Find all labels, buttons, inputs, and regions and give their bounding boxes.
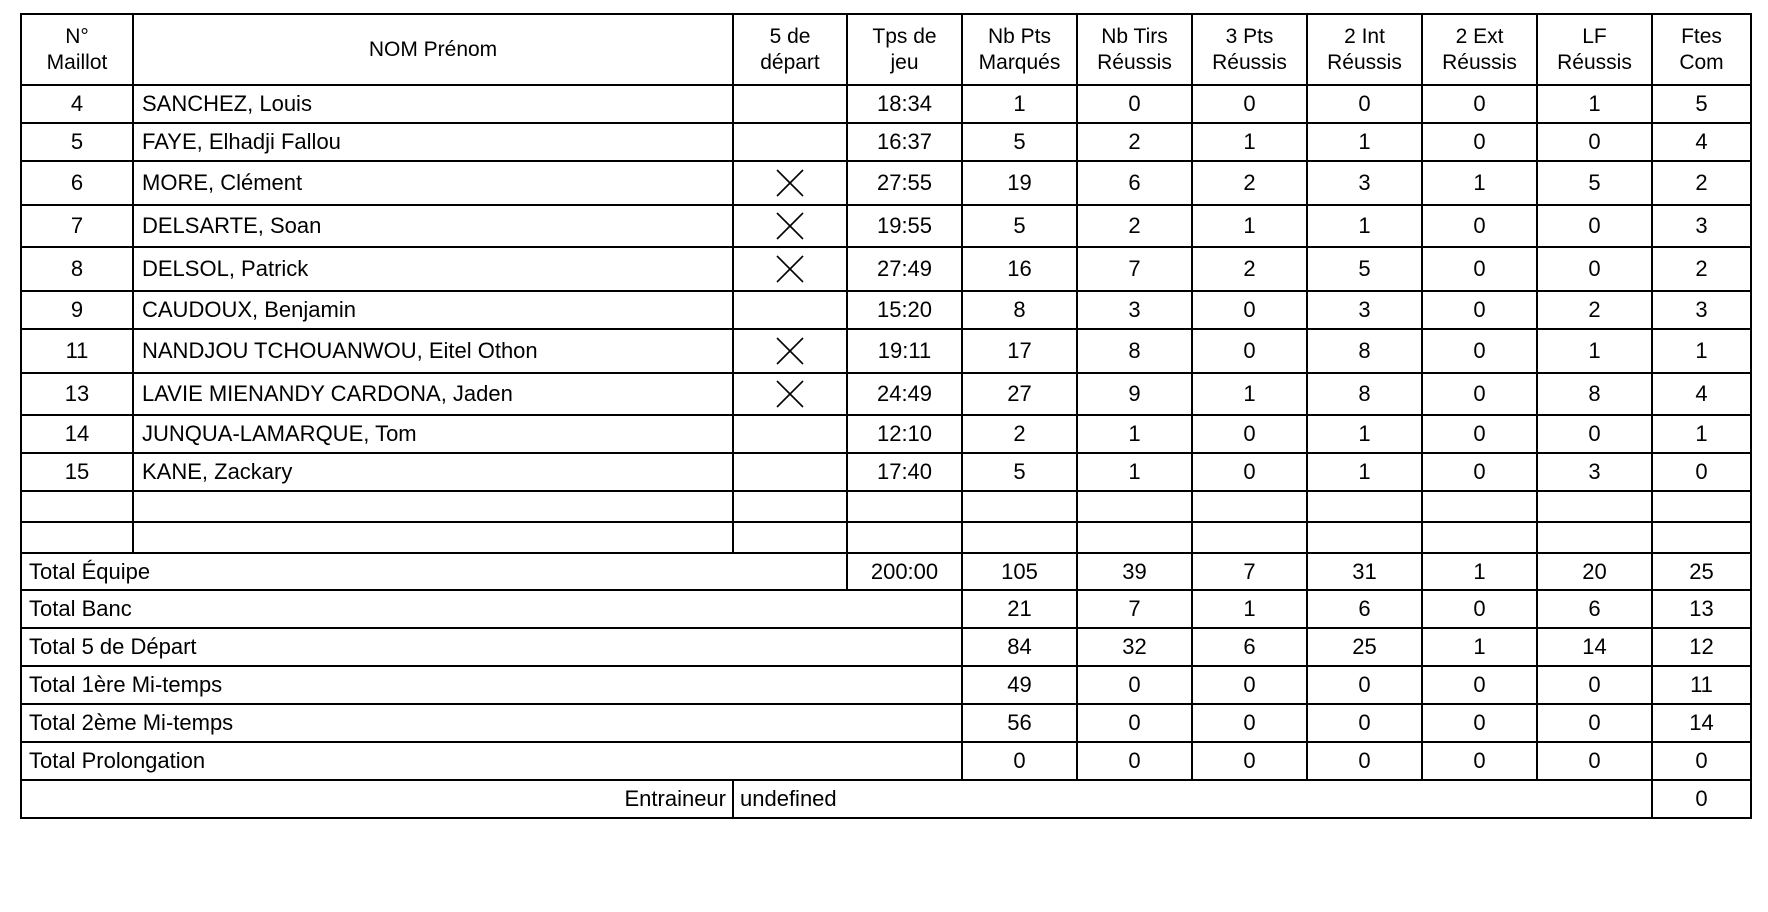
header-ftes-line2: Com bbox=[1679, 50, 1724, 74]
total-p3: 1 bbox=[1192, 590, 1307, 628]
stat-tirs: 0 bbox=[1077, 85, 1192, 123]
stat-int2: 3 bbox=[1307, 161, 1422, 205]
starter-cell bbox=[733, 205, 847, 247]
table-row bbox=[21, 85, 1751, 123]
total-ext2: 0 bbox=[1422, 704, 1537, 742]
total-row bbox=[21, 628, 1751, 666]
total-ext2: 1 bbox=[1422, 628, 1537, 666]
coach-label: Entraineur bbox=[21, 780, 733, 818]
total-p3: 0 bbox=[1192, 742, 1307, 780]
empty-cell bbox=[21, 491, 133, 522]
table-row bbox=[21, 453, 1751, 491]
total-int2: 0 bbox=[1307, 666, 1422, 704]
stat-ext2: 0 bbox=[1422, 329, 1537, 373]
player-name: LAVIE MIENANDY CARDONA, Jaden bbox=[133, 373, 733, 415]
player-name: SANCHEZ, Louis bbox=[133, 85, 733, 123]
empty-cell bbox=[847, 491, 962, 522]
stat-pts: 19 bbox=[962, 161, 1077, 205]
total-lf: 0 bbox=[1537, 666, 1652, 704]
starter-cross-icon bbox=[775, 254, 805, 284]
starter-cell bbox=[733, 373, 847, 415]
total-tirs: 32 bbox=[1077, 628, 1192, 666]
player-number: 6 bbox=[21, 161, 133, 205]
starter-cross-icon bbox=[775, 379, 805, 409]
total-label: Total 2ème Mi-temps bbox=[21, 704, 962, 742]
total-label: Total 5 de Départ bbox=[21, 628, 962, 666]
empty-cell bbox=[1077, 522, 1192, 553]
stat-ext2: 0 bbox=[1422, 291, 1537, 329]
header-ext2-line2: Réussis bbox=[1442, 50, 1517, 74]
stat-tirs: 2 bbox=[1077, 123, 1192, 161]
stat-p3: 2 bbox=[1192, 247, 1307, 291]
empty-cell bbox=[733, 491, 847, 522]
header-maillot-line1: N° bbox=[65, 24, 89, 48]
table-row bbox=[21, 123, 1751, 161]
header-int2 bbox=[1307, 14, 1422, 85]
playing-time: 16:37 bbox=[847, 123, 962, 161]
stat-lf: 2 bbox=[1537, 291, 1652, 329]
header-pts bbox=[962, 14, 1077, 85]
player-number: 14 bbox=[21, 415, 133, 453]
total-lf: 14 bbox=[1537, 628, 1652, 666]
coach-name: undefined bbox=[733, 780, 1652, 818]
empty-cell bbox=[133, 522, 733, 553]
coach-row bbox=[21, 780, 1751, 818]
total-ext2: 0 bbox=[1422, 742, 1537, 780]
header-p3-line1: 3 Pts bbox=[1225, 24, 1274, 48]
empty-cell bbox=[1077, 491, 1192, 522]
header-tirs-line1: Nb Tirs bbox=[1101, 24, 1168, 48]
stat-int2: 1 bbox=[1307, 453, 1422, 491]
total-pts: 49 bbox=[962, 666, 1077, 704]
total-p3: 6 bbox=[1192, 628, 1307, 666]
stats-table bbox=[20, 13, 1752, 819]
total-label: Total Banc bbox=[21, 590, 962, 628]
total-lf: 0 bbox=[1537, 704, 1652, 742]
playing-time: 19:11 bbox=[847, 329, 962, 373]
playing-time: 27:49 bbox=[847, 247, 962, 291]
stat-pts: 27 bbox=[962, 373, 1077, 415]
stat-lf: 0 bbox=[1537, 247, 1652, 291]
total-row bbox=[21, 742, 1751, 780]
empty-cell bbox=[1307, 491, 1422, 522]
stat-ftes: 1 bbox=[1652, 415, 1751, 453]
stat-tirs: 1 bbox=[1077, 453, 1192, 491]
player-number: 13 bbox=[21, 373, 133, 415]
header-tirs-line2: Réussis bbox=[1097, 50, 1172, 74]
total-label: Total Prolongation bbox=[21, 742, 962, 780]
stat-ext2: 0 bbox=[1422, 85, 1537, 123]
empty-cell bbox=[962, 522, 1077, 553]
player-name: KANE, Zackary bbox=[133, 453, 733, 491]
total-pts: 21 bbox=[962, 590, 1077, 628]
player-number: 5 bbox=[21, 123, 133, 161]
empty-cell bbox=[733, 522, 847, 553]
total-pts: 105 bbox=[962, 553, 1077, 590]
header-ext2 bbox=[1422, 14, 1537, 85]
total-equipe-row bbox=[21, 553, 1751, 590]
header-pts-line2: Marqués bbox=[978, 50, 1061, 74]
stat-p3: 0 bbox=[1192, 415, 1307, 453]
stat-p3: 0 bbox=[1192, 291, 1307, 329]
header-int2-line2: Réussis bbox=[1327, 50, 1402, 74]
total-ftes: 25 bbox=[1652, 553, 1751, 590]
table-row bbox=[21, 373, 1751, 415]
total-lf: 20 bbox=[1537, 553, 1652, 590]
total-ext2: 0 bbox=[1422, 666, 1537, 704]
empty-cell bbox=[1537, 491, 1652, 522]
stat-ext2: 0 bbox=[1422, 415, 1537, 453]
player-number: 7 bbox=[21, 205, 133, 247]
coach-fouls: 0 bbox=[1652, 780, 1751, 818]
total-lf: 6 bbox=[1537, 590, 1652, 628]
total-tirs: 39 bbox=[1077, 553, 1192, 590]
stat-ext2: 0 bbox=[1422, 205, 1537, 247]
header-ftes bbox=[1652, 14, 1751, 85]
table-row bbox=[21, 205, 1751, 247]
header-tps-line2: jeu bbox=[890, 50, 919, 74]
stat-ext2: 0 bbox=[1422, 453, 1537, 491]
total-p3: 0 bbox=[1192, 704, 1307, 742]
stat-ftes: 3 bbox=[1652, 205, 1751, 247]
table-row bbox=[21, 161, 1751, 205]
table-row bbox=[21, 291, 1751, 329]
stat-tirs: 2 bbox=[1077, 205, 1192, 247]
empty-row bbox=[21, 491, 1751, 522]
stat-int2: 8 bbox=[1307, 373, 1422, 415]
starter-cell bbox=[733, 123, 847, 161]
total-row bbox=[21, 666, 1751, 704]
header-maillot bbox=[21, 14, 133, 85]
total-ftes: 12 bbox=[1652, 628, 1751, 666]
stat-ftes: 4 bbox=[1652, 123, 1751, 161]
stat-tirs: 7 bbox=[1077, 247, 1192, 291]
stat-int2: 3 bbox=[1307, 291, 1422, 329]
stat-lf: 0 bbox=[1537, 123, 1652, 161]
stat-pts: 2 bbox=[962, 415, 1077, 453]
header-p3-line2: Réussis bbox=[1212, 50, 1287, 74]
stat-lf: 1 bbox=[1537, 329, 1652, 373]
starter-cell bbox=[733, 291, 847, 329]
header-tps-line1: Tps de bbox=[872, 24, 937, 48]
empty-cell bbox=[133, 491, 733, 522]
stat-ftes: 0 bbox=[1652, 453, 1751, 491]
empty-row bbox=[21, 522, 1751, 553]
total-tirs: 0 bbox=[1077, 704, 1192, 742]
total-tps: 200:00 bbox=[847, 553, 962, 590]
stat-int2: 1 bbox=[1307, 205, 1422, 247]
stat-p3: 1 bbox=[1192, 123, 1307, 161]
total-lf: 0 bbox=[1537, 742, 1652, 780]
stat-pts: 5 bbox=[962, 205, 1077, 247]
stat-pts: 8 bbox=[962, 291, 1077, 329]
stat-pts: 5 bbox=[962, 453, 1077, 491]
stat-tirs: 6 bbox=[1077, 161, 1192, 205]
stat-pts: 5 bbox=[962, 123, 1077, 161]
empty-cell bbox=[1307, 522, 1422, 553]
total-pts: 0 bbox=[962, 742, 1077, 780]
header-tirs bbox=[1077, 14, 1192, 85]
player-number: 15 bbox=[21, 453, 133, 491]
total-int2: 0 bbox=[1307, 704, 1422, 742]
playing-time: 17:40 bbox=[847, 453, 962, 491]
total-p3: 7 bbox=[1192, 553, 1307, 590]
stat-p3: 0 bbox=[1192, 453, 1307, 491]
player-name: DELSARTE, Soan bbox=[133, 205, 733, 247]
stat-lf: 8 bbox=[1537, 373, 1652, 415]
player-name: MORE, Clément bbox=[133, 161, 733, 205]
header-pts-line1: Nb Pts bbox=[987, 24, 1052, 48]
stat-lf: 1 bbox=[1537, 85, 1652, 123]
total-int2: 6 bbox=[1307, 590, 1422, 628]
empty-cell bbox=[847, 522, 962, 553]
stat-int2: 0 bbox=[1307, 85, 1422, 123]
header-depart-line1: 5 de bbox=[769, 24, 811, 48]
total-p3: 0 bbox=[1192, 666, 1307, 704]
starter-cell bbox=[733, 85, 847, 123]
table-row bbox=[21, 415, 1751, 453]
playing-time: 19:55 bbox=[847, 205, 962, 247]
playing-time: 18:34 bbox=[847, 85, 962, 123]
empty-cell bbox=[1537, 522, 1652, 553]
stat-p3: 0 bbox=[1192, 329, 1307, 373]
stat-pts: 17 bbox=[962, 329, 1077, 373]
header-depart-line2: départ bbox=[760, 50, 820, 74]
total-label: Total 1ère Mi-temps bbox=[21, 666, 962, 704]
total-tirs: 7 bbox=[1077, 590, 1192, 628]
total-tirs: 0 bbox=[1077, 666, 1192, 704]
player-number: 8 bbox=[21, 247, 133, 291]
stat-int2: 8 bbox=[1307, 329, 1422, 373]
stat-tirs: 9 bbox=[1077, 373, 1192, 415]
header-tps bbox=[847, 14, 962, 85]
total-ext2: 1 bbox=[1422, 553, 1537, 590]
total-ftes: 11 bbox=[1652, 666, 1751, 704]
header-ftes-line1: Ftes bbox=[1681, 24, 1722, 48]
stat-ext2: 0 bbox=[1422, 247, 1537, 291]
total-pts: 56 bbox=[962, 704, 1077, 742]
stats-body bbox=[21, 85, 1751, 818]
stat-p3: 1 bbox=[1192, 373, 1307, 415]
stat-ftes: 4 bbox=[1652, 373, 1751, 415]
header-lf bbox=[1537, 14, 1652, 85]
empty-cell bbox=[962, 491, 1077, 522]
stat-lf: 3 bbox=[1537, 453, 1652, 491]
empty-cell bbox=[1652, 491, 1751, 522]
stat-int2: 5 bbox=[1307, 247, 1422, 291]
starter-cell bbox=[733, 453, 847, 491]
table-row bbox=[21, 247, 1751, 291]
header-row bbox=[21, 14, 1751, 85]
empty-cell bbox=[21, 522, 133, 553]
stat-ftes: 2 bbox=[1652, 161, 1751, 205]
total-row bbox=[21, 590, 1751, 628]
starter-cell bbox=[733, 161, 847, 205]
stat-tirs: 1 bbox=[1077, 415, 1192, 453]
stat-tirs: 3 bbox=[1077, 291, 1192, 329]
stat-ext2: 0 bbox=[1422, 373, 1537, 415]
stat-tirs: 8 bbox=[1077, 329, 1192, 373]
stat-ftes: 1 bbox=[1652, 329, 1751, 373]
starter-cross-icon bbox=[775, 168, 805, 198]
starter-cross-icon bbox=[775, 336, 805, 366]
stat-ftes: 2 bbox=[1652, 247, 1751, 291]
total-ext2: 0 bbox=[1422, 590, 1537, 628]
stat-int2: 1 bbox=[1307, 123, 1422, 161]
starter-cell bbox=[733, 415, 847, 453]
header-int2-line1: 2 Int bbox=[1344, 24, 1385, 48]
stat-ext2: 0 bbox=[1422, 123, 1537, 161]
starter-cell bbox=[733, 329, 847, 373]
player-number: 4 bbox=[21, 85, 133, 123]
empty-cell bbox=[1652, 522, 1751, 553]
header-nom: NOM Prénom bbox=[133, 14, 733, 85]
stat-ext2: 1 bbox=[1422, 161, 1537, 205]
header-p3 bbox=[1192, 14, 1307, 85]
stat-lf: 5 bbox=[1537, 161, 1652, 205]
stat-pts: 1 bbox=[962, 85, 1077, 123]
playing-time: 24:49 bbox=[847, 373, 962, 415]
header-ext2-line1: 2 Ext bbox=[1455, 24, 1504, 48]
playing-time: 15:20 bbox=[847, 291, 962, 329]
playing-time: 27:55 bbox=[847, 161, 962, 205]
total-int2: 0 bbox=[1307, 742, 1422, 780]
player-number: 11 bbox=[21, 329, 133, 373]
stat-ftes: 5 bbox=[1652, 85, 1751, 123]
header-lf-line2: Réussis bbox=[1557, 50, 1632, 74]
starter-cross-icon bbox=[775, 211, 805, 241]
total-row bbox=[21, 704, 1751, 742]
empty-cell bbox=[1422, 522, 1537, 553]
header-maillot-line2: Maillot bbox=[46, 50, 108, 74]
total-label: Total Équipe bbox=[21, 553, 847, 590]
player-name: CAUDOUX, Benjamin bbox=[133, 291, 733, 329]
stat-p3: 1 bbox=[1192, 205, 1307, 247]
starter-cell bbox=[733, 247, 847, 291]
header-depart bbox=[733, 14, 847, 85]
player-name: DELSOL, Patrick bbox=[133, 247, 733, 291]
total-pts: 84 bbox=[962, 628, 1077, 666]
total-tirs: 0 bbox=[1077, 742, 1192, 780]
table-row bbox=[21, 329, 1751, 373]
player-name: JUNQUA-LAMARQUE, Tom bbox=[133, 415, 733, 453]
player-number: 9 bbox=[21, 291, 133, 329]
empty-cell bbox=[1192, 491, 1307, 522]
player-name: NANDJOU TCHOUANWOU, Eitel Othon bbox=[133, 329, 733, 373]
stat-p3: 0 bbox=[1192, 85, 1307, 123]
empty-cell bbox=[1192, 522, 1307, 553]
total-ftes: 14 bbox=[1652, 704, 1751, 742]
header-lf-line1: LF bbox=[1582, 24, 1607, 48]
stat-int2: 1 bbox=[1307, 415, 1422, 453]
stat-lf: 0 bbox=[1537, 415, 1652, 453]
empty-cell bbox=[1422, 491, 1537, 522]
total-ftes: 0 bbox=[1652, 742, 1751, 780]
player-name: FAYE, Elhadji Fallou bbox=[133, 123, 733, 161]
stat-ftes: 3 bbox=[1652, 291, 1751, 329]
total-ftes: 13 bbox=[1652, 590, 1751, 628]
total-int2: 31 bbox=[1307, 553, 1422, 590]
total-int2: 25 bbox=[1307, 628, 1422, 666]
playing-time: 12:10 bbox=[847, 415, 962, 453]
stat-lf: 0 bbox=[1537, 205, 1652, 247]
stat-pts: 16 bbox=[962, 247, 1077, 291]
stat-p3: 2 bbox=[1192, 161, 1307, 205]
